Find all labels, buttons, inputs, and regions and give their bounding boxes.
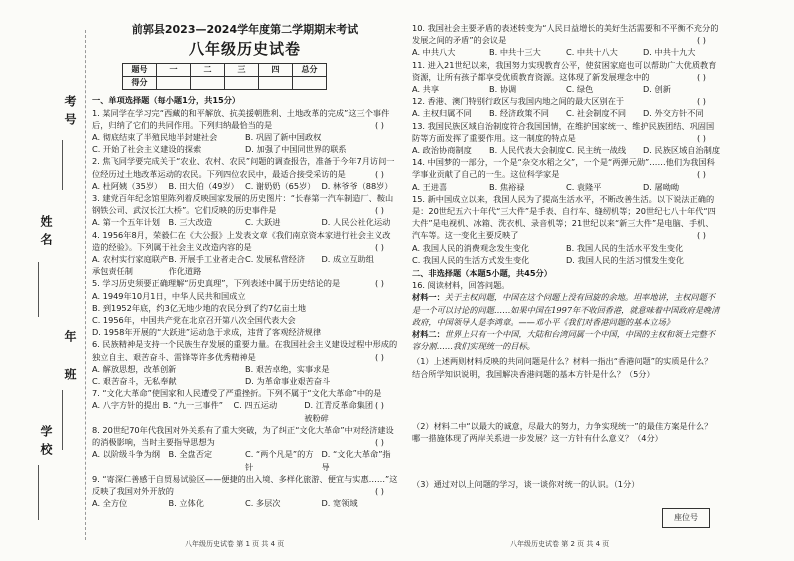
options-12: A. 主权归属不同 B. 经济政策不同 C. 社会制度不同 D. 外交方针不同 [412,108,704,119]
name-line [38,262,39,317]
question-6: 6. 民族精神是支持一个民族生存发展的重要力量。在我国社会主义建设过程中形成的独立自主、艰苦奋斗、雷锋等许多优秀精神是 ( ) [92,339,398,362]
question-14: 14. 中国梦的一部分，一个是“杂交水稻之父”，一个是“两弹元勋”……他们为我国科学事业贡献了自己的一生。这位科学家是 ( ) [412,157,715,180]
question-10: 10. 我国社会主要矛盾的表述转变为“人民日益增长的美好生活需要和不平衡不充分的发展之间的矛盾”的会议是 ( ) [412,23,719,46]
class-label: 班 [63,368,77,386]
paper-title: 八年级历史试卷 [188,40,301,58]
options-5: A. 1949年10月1日，中华人民共和国成立 B. 到1952年底，约3亿无地少地的农民分到了约7亿亩土地 C. 1956年，中国共产党在北京召开第八次全国代表大会 D. 1958年开展的“大跃进”运动急于求成，违背了客观经济规律 [92,290,322,338]
options-6: A. 解放思想，改革创新 B. 艰苦卓绝，实事求是 C. 艰苦奋斗，无私奉献 D. 为革命事业艰苦奋斗 [92,363,331,387]
score-header: 一 [157,64,191,77]
score-header: 总分 [293,64,327,77]
left-column [92,22,398,509]
options-10: A. 中共八大 B. 中共十三大 C. 中共十八大 D. 中共十九大 [412,47,696,58]
score-cell[interactable] [225,77,259,90]
name-label: 姓名 [39,215,53,251]
sub-question-1: （1）上述两则材料反映的共同问题是什么？材料一指出“香港问题”的实质是什么？结合所学知识说明，我国解决香港问题的基本方针是什么？（5分） [412,356,713,379]
question-2: 2. 焦飞同学要完成关于“农业、农村、农民”问题的调查报告，准备于今年7月访问一位经历过土地改革运动的农民。下列四位农民中，最适合接受采访的是 ( ) [92,156,395,179]
school-label: 学校 [39,425,53,461]
score-header: 三 [225,64,259,77]
question-8: 8. 20世纪70年代我国对外关系有了重大突破，为了纠正“文化大革命”中对经济建设的消极影响，当时主要指导思想为 ( ) [92,424,394,448]
options-4: A. 农村实行家庭联产承包责任制 B. 开展手工业者走合作化道路 C. 发展私营经济 D. 成立互助组 [92,254,374,277]
right-column [412,22,720,491]
page-footer-2: 八年级历史试卷 第 2 页 共 4 页 [510,540,610,548]
page-footer-1: 八年级历史试卷 第 1 页 共 4 页 [185,540,285,548]
score-cell[interactable] [157,77,191,90]
exam-number-line [62,140,63,190]
score-header: 二 [191,64,225,77]
question-9: 9. “寄深仁善感于自贸易试验区——便捷的出入境、多样化旅游、便宜与实惠……”这反映了我国对外开放的 ( ) [92,473,398,496]
binding-margin [0,0,86,561]
seat-number-box: 座位号 [662,508,710,528]
sub-question-2: （2）材料二中“以最大的诚意，尽最大的努力，力争实现统一”的最佳方案是什么？哪一措施体现了两岸关系进一步发展？这一方针有什么意义？（4分） [412,420,713,444]
question-15: 15. 新中国成立以来，我国人民为了提高生活水平，不断改善生活。以下说法正确的是：20世纪五六十年代“三大件”是手表、自行车、缝纫机等；20世纪七八十年代“四大件”是电视机、冰箱、洗衣机、录音机等；21世纪以来“新三大件”是电脑、手机、汽车等。这一变化主要反映了 ( ) [412,193,716,241]
options-11: A. 共享 B. 协调 C. 绿色 D. 创新 [412,84,671,95]
options-2: A. 杜阿姨（35岁） B. 田大伯（49岁） C. 谢奶奶（65岁） D. 林爷爷（88岁） [92,180,393,191]
score-row-label: 得分 [123,77,157,90]
school-line [38,465,39,520]
score-cell[interactable] [293,77,327,90]
cut-line [85,30,86,540]
options-9: A. 全方位 B. 立体化 C. 多层次 D. 宽领域 [92,498,358,509]
exam-number-label: 考号 [63,95,77,131]
question-12: 12. 香港、澳门特别行政区与我国内地之间的最大区别在于 ( ) [412,96,706,107]
score-header: 四 [259,64,293,77]
options-13: A. 政治协商制度 B. 人民代表大会制度 C. 民主统一战线 D. 民族区域自治制度 [412,145,721,156]
section-heading: 一、单项选择题（每小题1分，共15分） [92,95,241,106]
question-16: 16. 阅读材料，回答问题。 [412,280,510,291]
material-1: 材料一：关于主权问题，中国在这个问题上没有回旋的余地。坦率地讲，主权问题不是一个可以讨论的问题……如果中国在1997年不收回香港，就意味着中国政府是晚清政府，中国领导人是李鸿章。——邓小平《我们对香港问题的基本立场》 [412,292,720,327]
answer-space-2[interactable] [412,444,720,478]
exam-title: 前郭县2023—2024学年度第二学期期末考试 [131,23,359,36]
score-cell[interactable] [259,77,293,90]
question-11: 11. 进入21世纪以来，我国努力实现教育公平，使贫困家庭也可以帮助广大优质教育资源，让所有孩子都享受优质教育资源。这体现了新发展理念中的 ( ) [412,59,717,82]
options-15: A. 我国人民的消费观念发生变化 B. 我国人民的生活水平发生变化 C. 我国人民的生活方式发生变化 D. 我国人民的生活习惯发生变化 [412,242,684,265]
score-cell[interactable] [191,77,225,90]
question-1: 1. 某同学在学习完“西藏的和平解放、抗美援朝胜利、土地改革的完成”这三个事件后，归纳了它们的共同作用。下列归纳最恰当的是 ( ) [92,107,390,130]
material-2: 材料二：世界上只有一个中国，大陆和台湾同属一个中国，中国的主权和领土完整不容分割……我们实现统一的目标。 [412,329,715,352]
question-4: 4. 1956年8月，荣毅仁在《大公报》上发表文章《我们南京资本家进行社会主义改造的经验》。下列属于社会主义改造内容的是 ( ) [92,229,391,252]
section-heading-2: 二、非选择题（本题5小题，共45分） [412,268,552,279]
class-line [62,390,63,450]
question-7: 7. “文化大革命”使国家和人民遭受了严重挫折。下列不属于“文化大革命”中的是 ( ) [92,388,384,411]
answer-space-1[interactable] [412,380,720,420]
options-8: A. 以阶级斗争为纲 B. 全盘否定 C. “两个凡是”的方针 D. “文化大革命”指导 [92,449,391,472]
options-7: A. 八字方针的提出 B. “九一三事件” C. 四五运动 D. 江青反革命集团被粉碎 [92,400,374,423]
options-1: A. 彻底结束了半殖民地半封建社会 B. 巩固了新中国政权 C. 开始了社会主义建设的探索 D. 加强了中国同世界的联系 [92,132,347,155]
question-13: 13. 我国民族区域自治制度符合我国国情，在维护国家统一、维护民族团结、巩固国防等方面发挥了重要作用。这一制度的特点是 ( ) [412,120,715,143]
score-header: 题号 [123,64,157,77]
question-5: 5. 学习历史须要正确理解“历史真理”，下列表述中属于历史结论的是 ( ) [92,278,384,289]
options-3: A. 第一个五年计划 B. 三大改造 C. 大跃进 D. 人民公社化运动 [92,217,391,228]
grade-label: 年 [63,330,77,348]
question-3: 3. 建党百年纪念馆里陈列着反映国家发展的历史图片：“长春第一汽车制造厂、鞍山钢铁公司、武汉长江大桥”。它们反映的历史事件是 ( ) [92,193,394,216]
score-table [122,63,327,90]
sub-question-3: （3）通过对以上问题的学习，谈一谈你对统一的认识。（1分） [412,479,640,490]
options-14: A. 王进喜 B. 焦裕禄 C. 袁隆平 D. 屠呦呦 [412,181,680,192]
